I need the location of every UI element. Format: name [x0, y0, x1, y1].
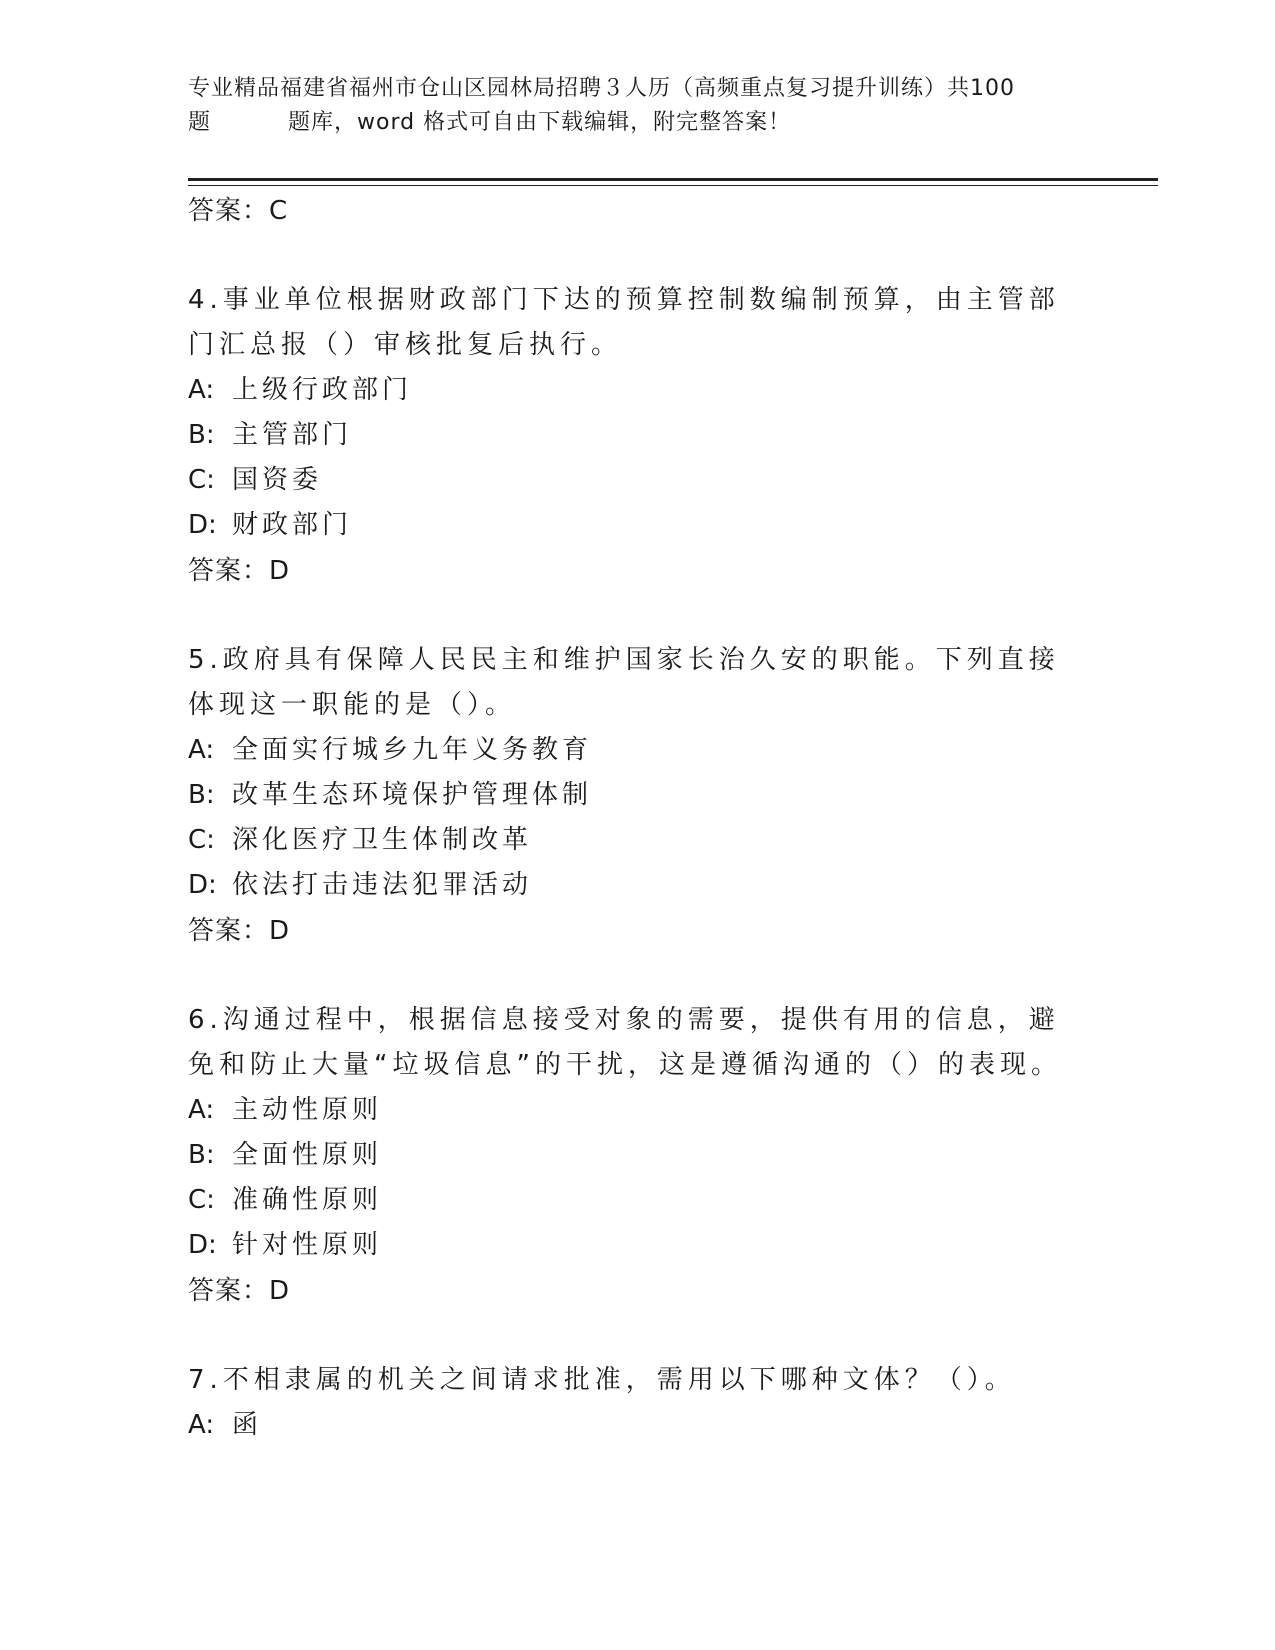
question-item — [188, 278, 1088, 594]
option-text: 依法打击违法犯罪活动 — [232, 870, 533, 900]
option-d — [188, 503, 1088, 548]
option-key: D: — [188, 1230, 217, 1260]
question-item — [188, 1358, 1088, 1448]
option-key: A: — [188, 375, 215, 405]
option-text: 全面实行城乡九年义务教育 — [232, 735, 593, 765]
option-key: B: — [188, 780, 215, 810]
header-divider-thick — [188, 178, 1158, 181]
option-c — [188, 458, 1088, 503]
option-text: 准确性原则 — [232, 1185, 383, 1215]
header-title-rest: 题库，word 格式可自由下载编辑，附完整答案！ — [288, 110, 792, 135]
option-key: B: — [188, 420, 215, 450]
option-text: 针对性原则 — [232, 1230, 383, 1260]
header-title-lead: 题 — [188, 110, 212, 135]
question-item — [188, 998, 1088, 1314]
option-key: C: — [188, 825, 215, 855]
option-key: A: — [188, 735, 215, 765]
question-list — [188, 188, 1088, 1448]
option-key: A: — [188, 1410, 215, 1440]
question-stem: 5.政府具有保障人民民主和维护国家长治久安的职能。下列直接体现这一职能的是（）。 — [188, 645, 1060, 720]
answer-line: 答案：D — [188, 556, 291, 586]
option-key: D: — [188, 510, 217, 540]
question-stem: 6.沟通过程中，根据信息接受对象的需要，提供有用的信息，避免和防止大量“垃圾信息”的干扰，这是遵循沟通的（）的表现。 — [188, 1005, 1062, 1080]
option-text: 深化医疗卫生体制改革 — [232, 825, 533, 855]
header-divider-thin — [188, 185, 1158, 186]
question-item — [188, 638, 1088, 954]
option-text: 财政部门 — [232, 510, 353, 540]
option-key: B: — [188, 1140, 215, 1170]
option-text: 主动性原则 — [232, 1095, 383, 1125]
option-key: C: — [188, 465, 215, 495]
header-title-line-2 — [188, 106, 1088, 140]
option-d — [188, 1223, 1088, 1268]
question-stem: 4.事业单位根据财政部门下达的预算控制数编制预算，由主管部门汇总报（）审核批复后执行。 — [188, 285, 1060, 360]
option-a — [188, 368, 1088, 413]
option-a — [188, 1088, 1088, 1133]
option-b — [188, 413, 1088, 458]
option-c — [188, 818, 1088, 863]
answer-line: 答案：D — [188, 1276, 291, 1306]
option-key: A: — [188, 1095, 215, 1125]
option-a — [188, 1403, 1088, 1448]
option-a — [188, 728, 1088, 773]
option-text: 主管部门 — [232, 420, 353, 450]
option-d — [188, 863, 1088, 908]
option-key: C: — [188, 1185, 215, 1215]
option-b — [188, 773, 1088, 818]
option-text: 全面性原则 — [232, 1140, 383, 1170]
question-stem: 7.不相隶属的机关之间请求批准，需用以下哪种文体？（）。 — [188, 1365, 1016, 1395]
option-text: 国资委 — [232, 465, 323, 495]
option-c — [188, 1178, 1088, 1223]
document-header — [188, 72, 1088, 140]
option-text: 改革生态环境保护管理体制 — [232, 780, 593, 810]
answer-line: 答案：D — [188, 916, 291, 946]
option-b — [188, 1133, 1088, 1178]
answer-line: 答案：C — [188, 196, 289, 226]
header-title-line: 专业精品福建省福州市仓山区园林局招聘３人历（高频重点复习提升训练）共100 — [188, 76, 1015, 101]
option-key: D: — [188, 870, 217, 900]
option-text: 函 — [232, 1410, 263, 1440]
option-text: 上级行政部门 — [232, 375, 413, 405]
